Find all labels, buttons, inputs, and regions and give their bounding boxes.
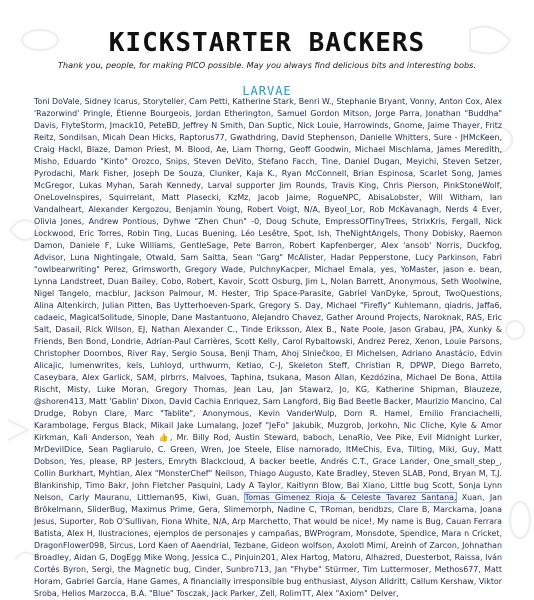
thumbs-up-icon: 👍 [158, 433, 171, 442]
highlighted-backer-name[interactable]: Tomas Gimenez Rioja & Celeste Tavarez Santana, [244, 493, 457, 502]
section-title-larvae: LARVAE [242, 84, 292, 98]
backer-names-part-3: Xuan, Jan Brökelmann, SliderBug, Maximus Prime, Gera, Slimemorph, Nadine C, TRoman, bendbzs, Clare B, Marckama, Joana Jesus, Suporter, Rob O'Sullivan, Fiona White, N/A, Arp Marchetto, That would be nice!, My name is Bug, Cauan Ferrara Batista, Alex H, Ilustraciones, ejemplos de personajes y campañas, BWProgram, Monsdote, Spendlce, Mara n Cricket, DragonFlower098, Sircus, Lord Kaen of Aaendrial, Tezbane, Gideon wolfson, Axolotl Mimi, Areinh of Zarcon, Johnathan Broadley, Aidan G, DogEgg Mike Wong, Jessica C., Pinjuin201, Alex Hartog, Matoru, Alhazred, Duesterbot, Raissa, Iván Cortés Byron, Sergi, the Magnetic bug, Cinder, Sunbro713, Jan "Fhybe" Stürmer, Tim Luttermoser, Methos677, Matt Horam, Gabriel García, Hane Games, A financially irresponsible bug enthusiast, Alyson Alldritt, Callum Kershaw, Viktor Sroba, Helios Marzocca, B.A. "Blue" Tosczak, Jack Parker, Zell, RolimTT, Alex "Axiom" Delver, [34, 493, 502, 598]
backer-name-list [34, 96, 502, 598]
page-subtitle: Thank you, people, for making PICO possible. May you always find delicious bits and interesting bobs. [57, 60, 477, 70]
page-title: KICKSTARTER BACKERS [108, 28, 426, 58]
backer-names-part-2: , Mr. Billy Rod, Austin Steward, baboch, LenaRio, Vee Pike, Evil Midnight Lurker, MrDevilDice, Sean Pagliarulo, C. Green, Wren, Joe Steele, Elise namorado, ItMeChis, Eva, Tilting, Miki, Guy, Matt Dobson, Yes, please, RP Jesters, Emryth Blackcloud, A backer beetle, Andrés C.T., Grace Lander, One_small_step_, Collin Burkhart, Myhtian, Alex "MonsterChef" Neilson, Thiago Augusto, Kate Bradley, Steven SLAB, Pond, Bryan M, T.J. Blankinship, Timo Bakr, John Fletcher Pasquini, Lady A Taylor, Kaitlynn Blow, Bai Xiano, Little bug Scott, Sonja Lynn Nelson, Carly Mauranu, Littleman95, Kiwi, Guan, [34, 433, 502, 502]
backer-names-part-1: Toni DoVale, Sidney Icarus, Storyteller, Cam Petti, Katherine Stark, Benri W., Stephanie Bryant, Vonny, Anton Cox, Alex 'Razorwind' Pringle, Étienne Bourgeois, Jordan Etherington, Samuel Gordon Mitson, Jorge Parra, Jonathan "Buddha" Davis, FlyteStorm, Jmack10, PeteBD, Jeffrey N Smith, Dan Suptic, Nick Louie, Harrowinds, Gnome, Jaime Thayer, Fritz Reitz, Sondilsan, Micah Dean Hicks, Raptorus77, Gwathdring, David Stephenson, Danielle Whitters, Sure - JHMcKeen, Craig Hackl, Blaze, Damon Priest, M. Blood, Ae, Liam Thorng, Geoff Goodwin, Michael Mischlama, James Meredith, Misho, Eduardo "Kinto" Orozco, Snips, Steven DeVito, Stefano Facch, Tine, Daniel Dugan, Meyichi, Steven Setzer, Pyrodachi, Mark Fisher, Joseph De Souza, Clunker, Kaja K., Ryan McConnell, Brian Espinosa, Scarlet Song, James McGregor, Lukas Myhan, Sarah Kennedy, Larval supporter Jim Rounds, Travis King, Chris Pierson, PinkStoneWolf, OneLoveInspires, Squirrelant, Matt Plasecki, KzMz, Jacob Jaime, RogueNPC, AbisaLobster, Will Witham, Ian Vandalheart, Alexander Kergozou, Benjamin Young, Robert Voigt, N/A, Byeol_Lor, Rob McKavanagh, Nerds 4 Ever, Olivia Jones, Andrew Pontious, Dyhwe "Zhen Chun" -0, Doug Schute, EmpressOfTinyTrees, StrixKris, Fergall, Nick Lockwood, Eric Torres, Robin Ting, Lucas Buening, Léo Lesêtre, Spot, Ish, TheNightAngels, Thony Dobisky, Raemon Damon, Daniele F, Luke Williams, GentleSage, Pete Barron, Robert Kapfenberger, Alex 'ansob' Norris, Duckfog, Advisor, Luna Nightingale, Otwald, Sam Saitta, Sean "Garg" McAlister, Hadar Pepperstone, Lucy Parkinson, Fabri "owlbearwriting" Perez, Grimsworth, Gregory Wade, PulchnyKacper, Michael Emala, yes, YoMaster, jason e. bean, Lynna Landstreet, Duan Bailey, Cobo, Robert, Kavoir, Scott Osburg, Jim L, Nolan Barrett, Anonymous, Seth Woolwine, Nigel Tangelo, macblur, Jackson Palmour, M. Hester, Trip Space-Parasite, Gabriel VanDyke, Sprout, TwoQuestions, Alina Altenkirch, Julian Pitten, Bas Uytterhoeven-Spark, Gregory S. Day, Michael "Firefly" Kuhlemann, qiadris, Jaffa6, cadaeic, MagicalSolitude, Sinople, Dane Mastantuono, Alejandro Chavez, Gather Around Projects, Naroknak, RAS, Eric Salt, Dasail, Rick Wilson, EJ, Nathan Alexander C., Tinde Eriksson, Alex B., Nate Poole, Jason Grabau, JPA, Xunky & Friends, Ben Bond, Londrie, Adrian-Paul Carrières, Scott Kelly, Carol Rybaltowski, Andrez Perez, Xenon, Louie Parsons, Christopher Doornbos, River Ray, Sergio Sousa, Benji Tham, Ahoj Slniečkoo, El Michelsen, Adriano Anastácio, Edvin Alicajic, lumenwrites, kels, Luhloyd, urthwurm, Ketiao, C-J, Skeleton Steff, Christian R, DPWP, Diego Barreto, Caseybara, Alex Garlick, SAM, plrbrrs, Malvoes, Taphina, tsukana, Mason Allan, Kezdózina, Michael De Bona, Attila Rischt, Misty, Luke Moran, Gregory Thomas, Jean Lau, Jan Stawarz, Jo, KG, Katherine Shipman, Blauzeze, @shoren413, Matt 'Gablin' Dixon, David Cachia Enriquez, Sam Langford, Big Bad Beetle Backer, Maurizio Mancino, Cal Drudge, Robyn Clare, Marc "Tablite", Anonymous, Kevin VanderWulp, Dorn R. Hamel, Emilio Franciachelli, Karambolage, Fergus Black, Mikail Jake Lumalang, Jozef "JeFo" Jakubik, Muzgrob, Jorkohn, Nic Cliche, Kyle & Amor Kirkman, Kali Anderson, Yeah [34, 97, 502, 442]
